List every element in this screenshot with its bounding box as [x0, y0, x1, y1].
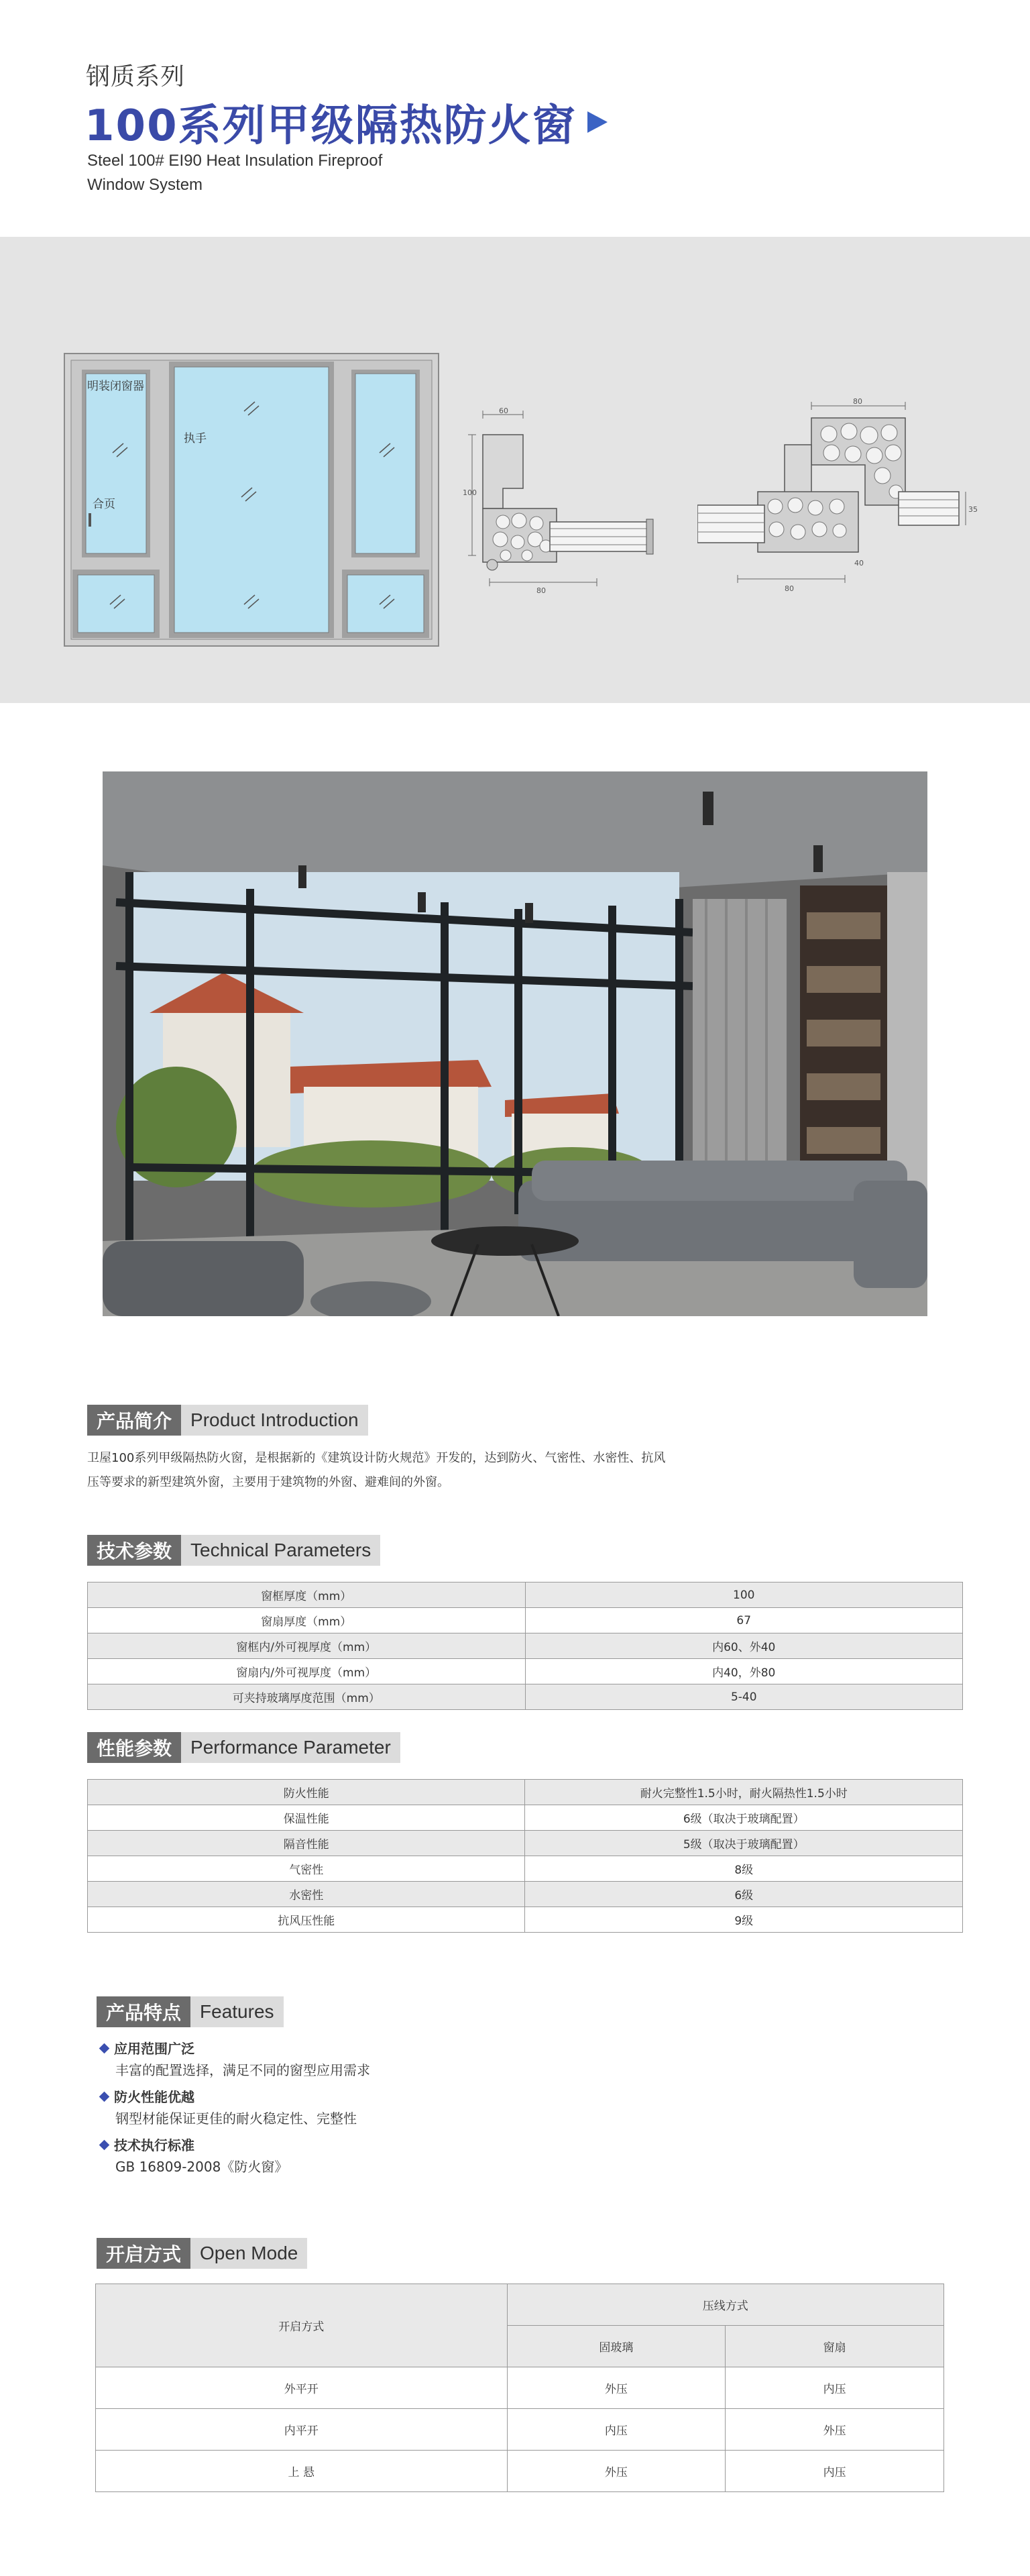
section-title-cn: 技术参数	[87, 1535, 181, 1566]
page-title: 100系列甲级隔热防火窗	[84, 101, 577, 151]
english-title-line-2: Window System	[87, 176, 203, 194]
table-row	[88, 1582, 963, 1608]
feature-heading: 防火性能优越	[101, 2086, 370, 2108]
section-header-technical	[87, 1535, 380, 1566]
row-label: 窗扇内/外可视厚度（mm）	[88, 1659, 526, 1684]
dim-80-top: 80	[853, 398, 862, 406]
row-label: 保温性能	[88, 1805, 525, 1831]
feature-heading: 应用范围广泛	[101, 2038, 370, 2059]
table-row	[96, 2367, 944, 2409]
table-row	[96, 2409, 944, 2451]
intro-line-2: 压等要求的新型建筑外窗，主要用于建筑物的外窗、避难间的外窗。	[87, 1475, 449, 1489]
features-list	[101, 2038, 370, 2183]
play-arrow-icon	[587, 111, 608, 133]
table-row	[88, 1608, 963, 1633]
section-header-features	[97, 1996, 284, 2027]
cell-glass: 内压	[507, 2409, 726, 2451]
right-lower-glass	[347, 575, 424, 633]
section-title-en: Technical Parameters	[181, 1535, 380, 1566]
table-row	[88, 1684, 963, 1710]
row-label: 防火性能	[88, 1780, 525, 1805]
section-header-intro	[87, 1405, 368, 1436]
table-row	[88, 1659, 963, 1684]
cell-sash: 内压	[726, 2451, 944, 2492]
section-title-en: Open Mode	[190, 2238, 307, 2269]
section-title-cn: 开启方式	[97, 2238, 190, 2269]
table-row	[88, 1907, 963, 1933]
row-value: 5级（取决于玻璃配置）	[525, 1831, 963, 1856]
row-value: 8级	[525, 1856, 963, 1882]
series-label: 钢质系列	[86, 63, 186, 91]
row-value: 耐火完整性1.5小时，耐火隔热性1.5小时	[525, 1780, 963, 1805]
row-label: 窗框内/外可视厚度（mm）	[88, 1633, 526, 1659]
cell-mode: 外平开	[96, 2367, 508, 2409]
row-label: 窗框厚度（mm）	[88, 1582, 526, 1608]
cell-sash: 内压	[726, 2367, 944, 2409]
english-title	[87, 149, 382, 197]
label-hinge: 合页	[93, 498, 115, 511]
row-label: 隔音性能	[88, 1831, 525, 1856]
row-label: 可夹持玻璃厚度范围（mm）	[88, 1684, 526, 1710]
feature-heading: 技术执行标准	[101, 2135, 370, 2156]
feature-description: GB 16809-2008《防火窗》	[115, 2159, 288, 2175]
interior-photo-illustration	[103, 771, 927, 1316]
feature-description: 钢型材能保证更佳的耐火稳定性、完整性	[115, 2110, 357, 2127]
right-upper-glass	[355, 374, 416, 553]
col-header-mode: 开启方式	[96, 2284, 508, 2367]
section-title-cn: 产品特点	[97, 1996, 190, 2027]
feature-description: 丰富的配置选择，满足不同的窗型应用需求	[115, 2062, 370, 2078]
section-title-cn: 产品简介	[87, 1405, 181, 1436]
section-title-en: Performance Parameter	[181, 1732, 400, 1763]
dim-40: 40	[854, 559, 864, 568]
table-row	[88, 1882, 963, 1907]
row-value: 9级	[525, 1907, 963, 1933]
cell-sash: 外压	[726, 2409, 944, 2451]
dim-35: 35	[968, 505, 978, 514]
table-row	[88, 1633, 963, 1659]
section-title-en: Product Introduction	[181, 1405, 368, 1436]
row-label: 水密性	[88, 1882, 525, 1907]
section-header-open-mode	[97, 2238, 307, 2269]
profile-section-left	[463, 408, 684, 596]
interior-photo	[103, 771, 927, 1316]
label-handle: 执手	[184, 432, 207, 445]
profile-section-right	[697, 398, 979, 599]
feature-item	[101, 2135, 370, 2178]
cell-glass: 外压	[507, 2367, 726, 2409]
row-value: 5-40	[525, 1684, 963, 1710]
col-header-press: 压线方式	[507, 2284, 944, 2326]
intro-text	[87, 1446, 959, 1495]
row-value: 内60、外40	[525, 1633, 963, 1659]
col-header-glass: 固玻璃	[507, 2326, 726, 2367]
cell-mode: 上 悬	[96, 2451, 508, 2492]
section-title-cn: 性能参数	[87, 1732, 181, 1763]
dim-80: 80	[536, 586, 546, 595]
center-glass	[174, 367, 329, 633]
english-title-line-1: Steel 100# EI90 Heat Insulation Fireproof	[87, 152, 383, 170]
row-value: 100	[525, 1582, 963, 1608]
table-row	[88, 1805, 963, 1831]
cell-mode: 内平开	[96, 2409, 508, 2451]
row-value: 内40，外80	[525, 1659, 963, 1684]
feature-item	[101, 2086, 370, 2129]
row-label: 气密性	[88, 1856, 525, 1882]
table-row	[88, 1780, 963, 1805]
diagram-band	[0, 237, 1030, 703]
cell-glass: 外压	[507, 2451, 726, 2492]
row-label: 窗扇厚度（mm）	[88, 1608, 526, 1633]
row-value: 6级（取决于玻璃配置）	[525, 1805, 963, 1831]
dim-80-bottom: 80	[785, 584, 794, 593]
row-value: 67	[525, 1608, 963, 1633]
hinge-mark	[89, 513, 91, 527]
performance-table	[87, 1779, 963, 1933]
section-header-performance	[87, 1732, 400, 1763]
intro-line-1: 卫屋100系列甲级隔热防火窗，是根据新的《建筑设计防火规范》开发的，达到防火、气密性、水密性、抗风	[87, 1451, 666, 1465]
table-row	[88, 1831, 963, 1856]
open-mode-table	[95, 2284, 944, 2492]
table-row	[96, 2451, 944, 2492]
left-lower-glass	[78, 575, 154, 633]
table-row	[88, 1856, 963, 1882]
row-label: 抗风压性能	[88, 1907, 525, 1933]
dim-100: 100	[463, 488, 477, 497]
feature-item	[101, 2038, 370, 2081]
technical-table	[87, 1582, 963, 1710]
left-upper-glass	[86, 374, 146, 553]
row-value: 6级	[525, 1882, 963, 1907]
window-elevation-diagram	[63, 352, 440, 647]
col-header-sash: 窗扇	[726, 2326, 944, 2367]
title-block	[84, 91, 608, 153]
dim-60: 60	[499, 408, 508, 415]
label-closer: 明装闭窗器	[87, 380, 144, 393]
section-title-en: Features	[190, 1996, 284, 2027]
